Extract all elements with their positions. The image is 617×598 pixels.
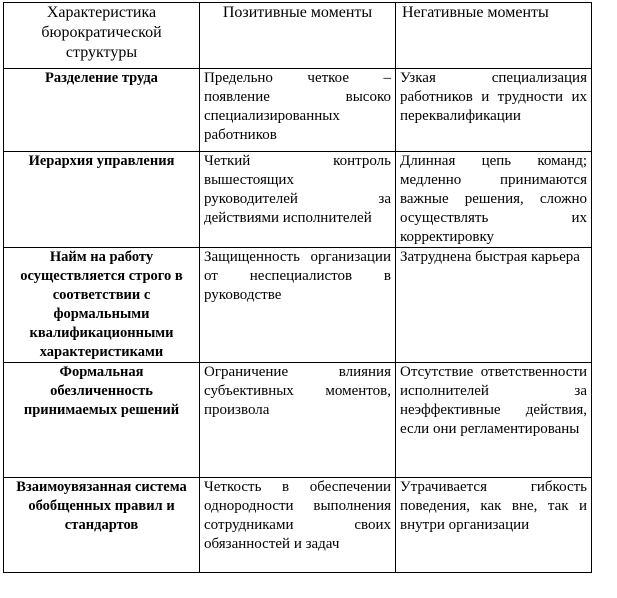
row-positive: Четкий контроль вышестоящих руководителей за действиями исполнителей: [200, 152, 396, 248]
table-row: [4, 152, 592, 248]
header-positive: Позитивные моменты: [200, 3, 396, 69]
header-negative: Негативные моменты: [396, 3, 592, 69]
row-negative: Узкая специализация работников и трудности их переквалификации: [396, 69, 592, 152]
table-row: [4, 478, 592, 573]
row-positive: Предельно четкое – появление высоко специализированных работников: [200, 69, 396, 152]
row-positive: Защищенность организации от неспециалистов в руководстве: [200, 248, 396, 363]
row-positive: Четкость в обеспечении однородности выполнения сотрудниками своих обязанностей и задач: [200, 478, 396, 573]
table-row: [4, 363, 592, 478]
row-negative: Утрачивается гибкость поведения, как вне, так и внутри организации: [396, 478, 592, 573]
row-negative: Отсутствие ответственности исполнителей за неэффективные действия, если они регламентированы: [396, 363, 592, 478]
row-negative: Затруднена быстрая карьера: [396, 248, 592, 363]
row-characteristic: Формальная обезличенность принимаемых решений: [4, 363, 200, 478]
table-row: [4, 248, 592, 363]
row-characteristic: Иерархия управления: [4, 152, 200, 248]
bureaucracy-table: [3, 2, 592, 573]
row-characteristic: Разделение труда: [4, 69, 200, 152]
row-characteristic: Взаимоувязанная система обобщенных правил и стандартов: [4, 478, 200, 573]
row-negative: Длинная цепь команд; медленно принимаются важные решения, сложно осуществлять их корректировку: [396, 152, 592, 248]
row-characteristic: Найм на работу осуществляется строго в соответствии с формальными квалификационными характеристиками: [4, 248, 200, 363]
header-row: [4, 3, 592, 69]
table-body: [4, 69, 592, 573]
table-header: [4, 3, 592, 69]
row-positive: Ограничение влияния субъективных моментов, произвола: [200, 363, 396, 478]
header-characteristic: Характеристика бюрократической структуры: [4, 3, 200, 69]
table-row: [4, 69, 592, 152]
